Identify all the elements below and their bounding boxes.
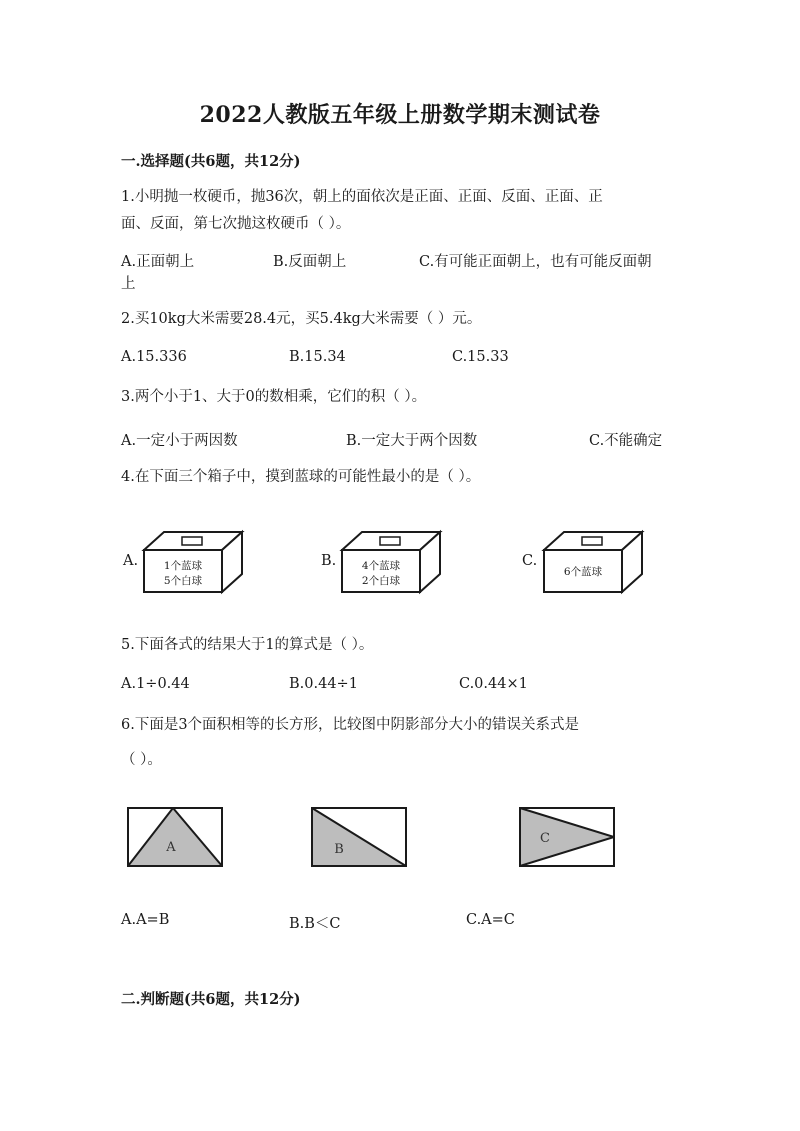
- question-3: 3.两个小于1、大于0的数相乘，它们的积（ ）。: [121, 389, 427, 405]
- box-c-label: C.: [522, 553, 538, 569]
- page-title: 2022人教版五年级上册数学期末测试卷: [199, 102, 601, 128]
- q2-option-a: A.15.336: [121, 349, 187, 365]
- section-heading-judgment: 二.判断题(共6题，共12分): [121, 991, 301, 1008]
- figure-a-label: A: [166, 840, 176, 855]
- q2-option-b: B.15.34: [289, 349, 346, 365]
- question-6-line1: 6.下面是3个面积相等的长方形，比较图中阴影部分大小的错误关系式是: [121, 717, 580, 733]
- q1-option-c-wrap: 上: [121, 276, 136, 292]
- box-a-figure: [138, 528, 248, 598]
- figure-c-label: C: [540, 831, 550, 846]
- q3-option-b: B.一定大于两个因数: [346, 433, 478, 449]
- box-b-label: B.: [321, 553, 337, 569]
- box-c-line1: 6个蓝球: [563, 566, 603, 578]
- question-1-line1: 1.小明抛一枚硬币，抛36次，朝上的面依次是正面、正面、反面、正面、正: [121, 189, 603, 205]
- box-a-line1: 1个蓝球: [163, 560, 203, 572]
- figure-b-label: B: [334, 842, 344, 857]
- q5-option-c: C.0.44×1: [459, 676, 528, 692]
- q1-option-a: A.正面朝上: [121, 254, 195, 270]
- box-b-line1: 4个蓝球: [361, 560, 401, 572]
- box-b-line2: 2个白球: [361, 575, 401, 587]
- q5-option-b: B.0.44÷1: [289, 676, 358, 692]
- box-b-figure: [336, 528, 446, 598]
- q1-option-c: C.有可能正面朝上，也有可能反面朝: [419, 254, 652, 270]
- question-1-line2: 面、反面，第七次抛这枚硬币（ ）。: [121, 216, 351, 232]
- figure-a: [127, 807, 223, 867]
- q6-option-c: C.A=C: [466, 912, 515, 928]
- box-c-figure: [538, 528, 648, 598]
- q3-option-c: C.不能确定: [589, 433, 663, 449]
- q5-option-a: A.1÷0.44: [121, 676, 190, 692]
- section-heading-choice: 一.选择题(共6题，共12分): [121, 153, 301, 170]
- q6-option-a: A.A=B: [121, 912, 170, 928]
- question-4: 4.在下面三个箱子中，摸到蓝球的可能性最小的是（ ）。: [121, 469, 481, 485]
- box-a-line2: 5个白球: [163, 575, 203, 587]
- q1-option-b: B.反面朝上: [273, 254, 347, 270]
- q3-option-a: A.一定小于两因数: [121, 433, 238, 449]
- figure-b: [311, 807, 407, 867]
- figure-c: [519, 807, 615, 867]
- q2-option-c: C.15.33: [452, 349, 509, 365]
- question-5: 5.下面各式的结果大于1的算式是（ ）。: [121, 637, 374, 653]
- q6-option-b: B.B＜C: [289, 916, 341, 932]
- question-2: 2.买10kg大米需要28.4元，买5.4kg大米需要（ ）元。: [121, 311, 482, 327]
- box-a-label: A.: [123, 553, 139, 569]
- question-6-line2: （ ）。: [121, 752, 162, 768]
